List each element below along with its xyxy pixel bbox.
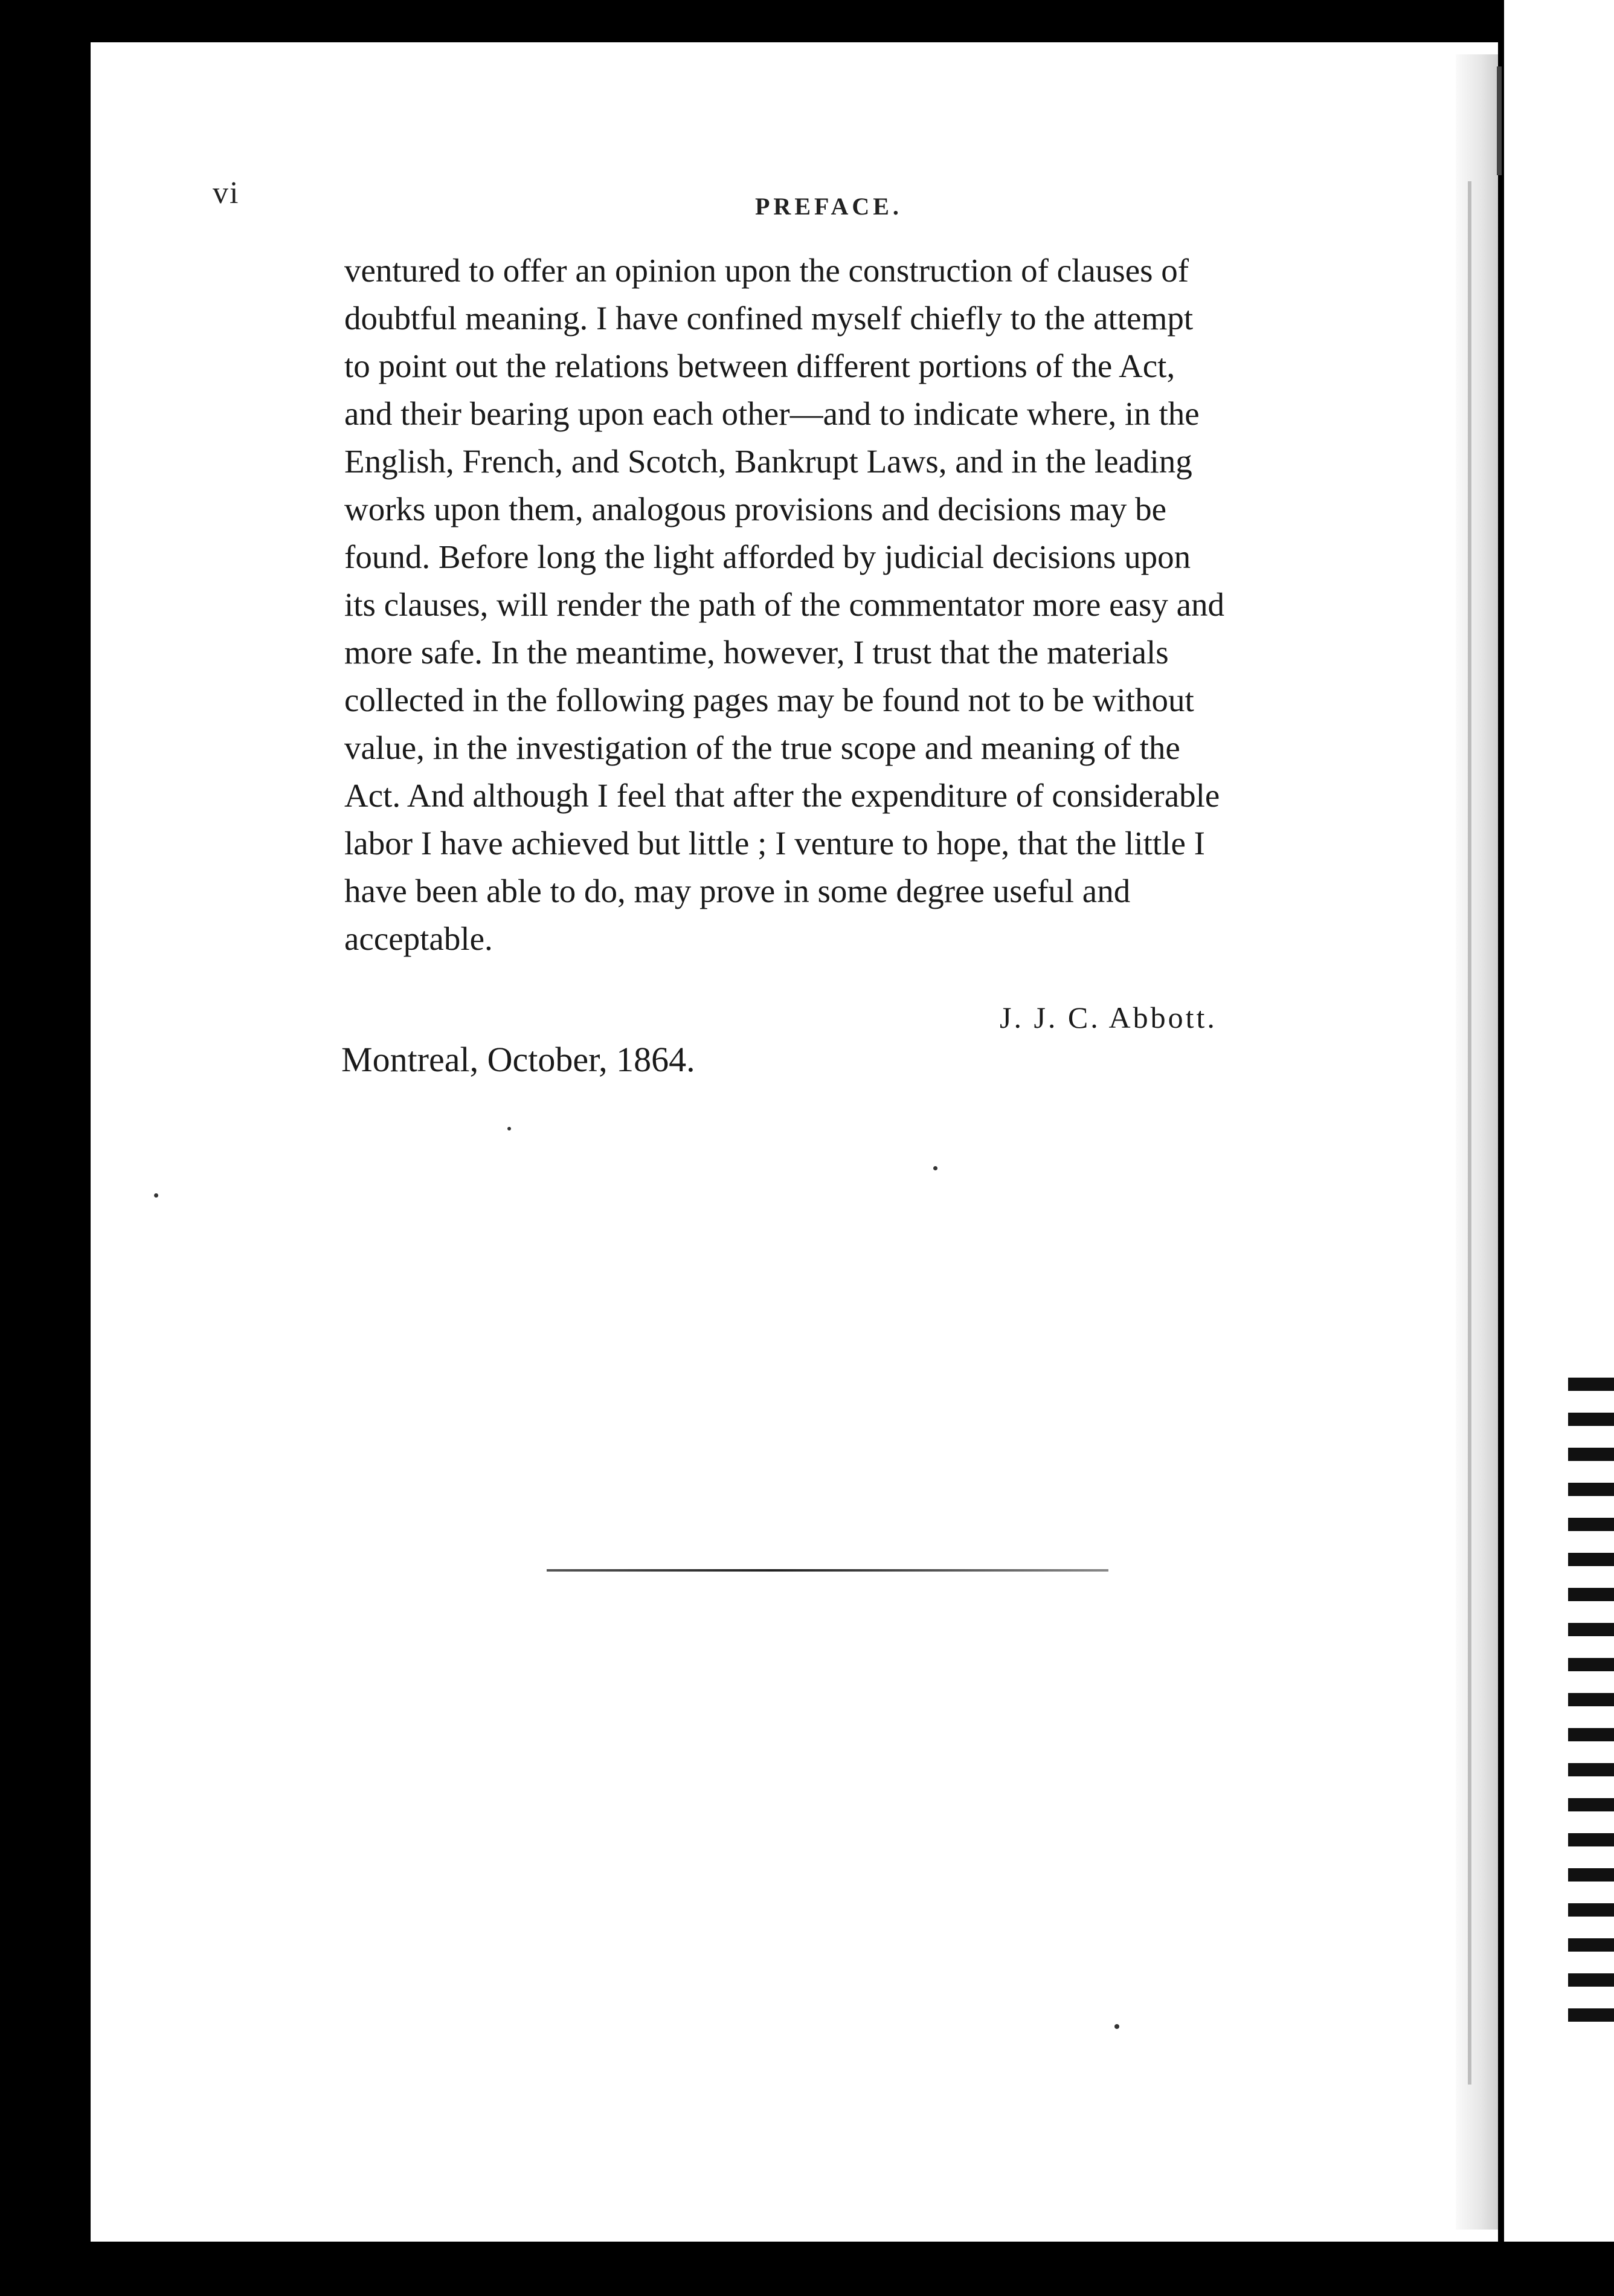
scan-border-bottom xyxy=(0,2242,1614,2296)
place-and-date: Montreal, October, 1864. xyxy=(341,1040,695,1079)
closing-rule xyxy=(547,1569,1108,1572)
text-line: ventured to offer an opinion upon the construction of clauses of xyxy=(344,252,1189,289)
page-gutter-shadow xyxy=(1456,54,1498,2230)
text-line: collected in the following pages may be found not to be without xyxy=(344,682,1194,718)
text-line: Act. And although I feel that after the expenditure of considerable xyxy=(344,777,1220,814)
text-line: its clauses, will render the path of the commentator more easy and xyxy=(344,586,1225,623)
text-line: more safe. In the meantime, however, I trust that the materials xyxy=(344,634,1169,671)
text-line: labor I have achieved but little ; I venture to hope, that the little I xyxy=(344,825,1205,862)
author-signature: J. J. C. Abbott. xyxy=(1000,1001,1217,1034)
text-line: acceptable. xyxy=(344,920,493,957)
text-line: have been able to do, may prove in some degree useful and xyxy=(344,872,1131,909)
scan-speck xyxy=(507,1127,511,1130)
text-line: English, French, and Scotch, Bankrupt Laws, and in the leading xyxy=(344,443,1192,480)
page-edge-mark xyxy=(1497,66,1502,175)
page-number: vi xyxy=(213,176,240,210)
scan-speck xyxy=(154,1193,158,1198)
text-line: found. Before long the light afforded by judicial decisions upon xyxy=(344,538,1191,575)
text-line: and their bearing upon each other—and to indicate where, in the xyxy=(344,395,1200,432)
text-line: doubtful meaning. I have confined myself chiefly to the attempt xyxy=(344,300,1194,337)
preface-body-text xyxy=(344,247,1329,963)
running-head: PREFACE. xyxy=(755,193,902,220)
scan-speck xyxy=(933,1166,937,1170)
text-line: value, in the investigation of the true scope and meaning of the xyxy=(344,729,1180,766)
text-line: to point out the relations between different portions of the Act, xyxy=(344,347,1175,384)
text-line: works upon them, analogous provisions and decisions may be xyxy=(344,491,1167,527)
adjacent-page-text-edge xyxy=(1568,1378,1614,2042)
page-fold-line xyxy=(1468,181,1471,2085)
scan-speck xyxy=(1114,2024,1119,2029)
